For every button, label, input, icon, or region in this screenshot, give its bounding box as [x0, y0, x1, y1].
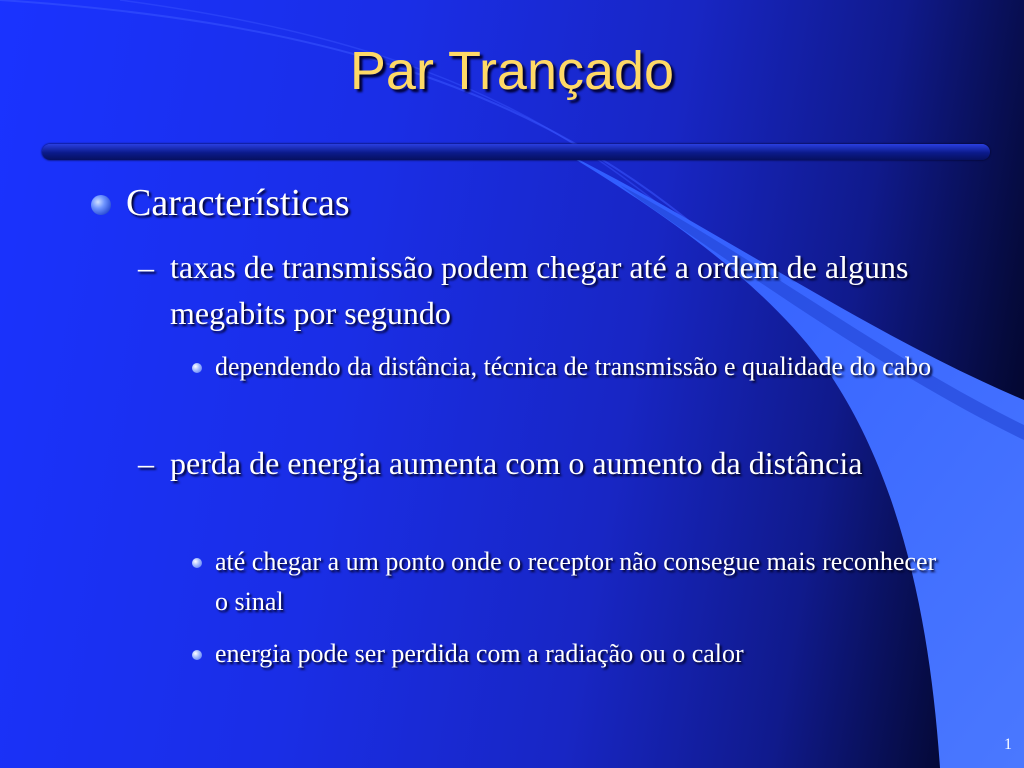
small-dot-bullet-icon: [192, 558, 202, 568]
bullet-level2-taxas: taxas de transmissão podem chegar até a ordem de alguns megabits por segundo: [170, 249, 909, 331]
bullet-level3-ate-chegar: até chegar a um ponto onde o receptor não consegue mais reconhecer o sinal: [215, 547, 937, 616]
slide-title: Par Trançado: [349, 41, 675, 101]
bullet-level3-energia: energia pode ser perdida com a radiação ou o calor: [215, 639, 744, 668]
bullet-level2-perda: perda de energia aumenta com o aumento da distância: [170, 445, 863, 481]
small-dot-bullet-icon: [192, 650, 202, 660]
bullet-level3-dependendo: dependendo da distância, técnica de transmissão e qualidade do cabo: [215, 352, 932, 381]
page-number: 1: [1004, 736, 1012, 753]
dash-bullet-icon: –: [138, 249, 154, 285]
sphere-bullet-icon: [91, 195, 111, 215]
small-dot-bullet-icon: [192, 363, 202, 373]
bullet-level1-caracteristicas: Características: [126, 182, 350, 224]
dash-bullet-icon: –: [138, 445, 154, 481]
